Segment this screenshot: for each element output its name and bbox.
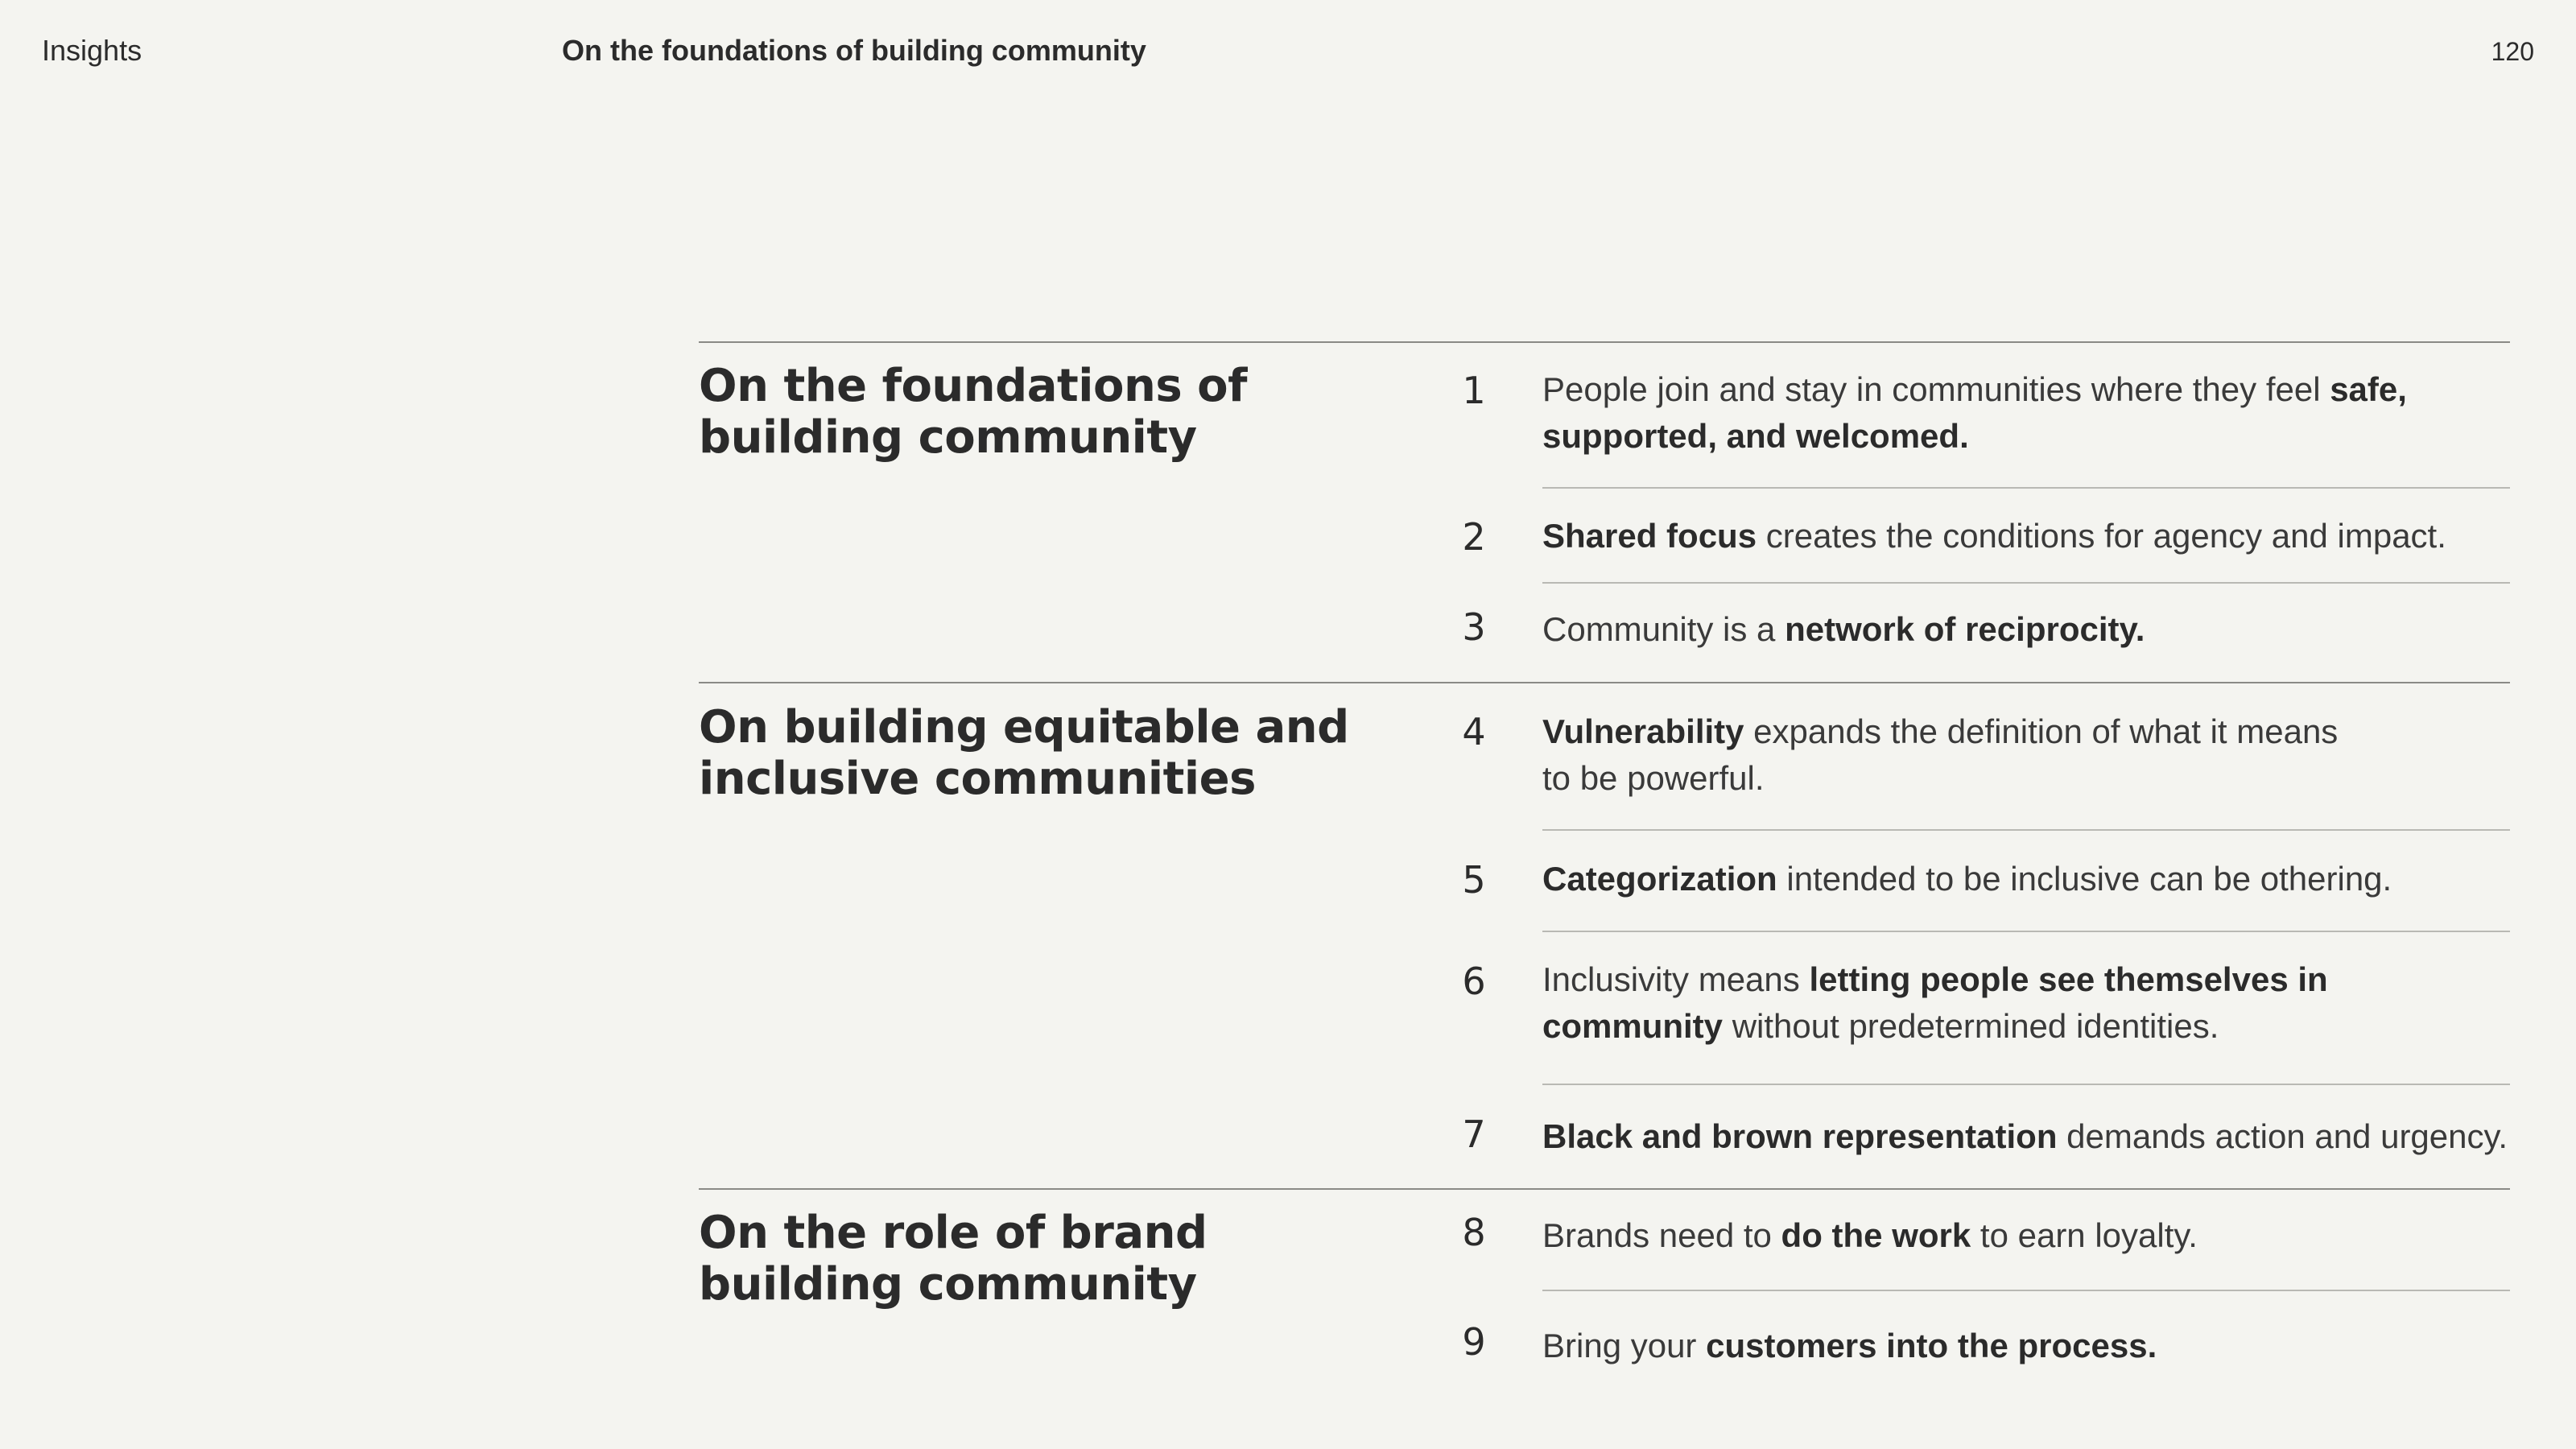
emphasis-text: letting people see themselves in community bbox=[1542, 960, 2328, 1045]
item-number-9: 9 bbox=[1462, 1320, 1486, 1364]
emphasis-text: Categorization bbox=[1542, 860, 1777, 898]
body-text: creates the conditions for agency and impact. bbox=[1757, 517, 2446, 555]
section-title-foundations: On the foundations of building community bbox=[699, 360, 1247, 464]
section-title-equitable-inclusive: On building equitable and inclusive communities bbox=[699, 701, 1349, 805]
section-divider bbox=[699, 341, 2510, 343]
body-text: without predetermined identities. bbox=[1723, 1007, 2219, 1045]
body-text: to earn loyalty. bbox=[1971, 1216, 2198, 1254]
item-divider bbox=[1542, 1290, 2510, 1291]
body-text: Bring your bbox=[1542, 1327, 1707, 1364]
emphasis-text: Shared focus bbox=[1542, 517, 1757, 555]
emphasis-text: customers into the process. bbox=[1706, 1327, 2157, 1364]
emphasis-text: network of reciprocity. bbox=[1785, 610, 2145, 648]
page-number: 120 bbox=[2491, 37, 2534, 66]
insight-text-8 bbox=[1542, 1212, 2508, 1259]
insight-text-9 bbox=[1542, 1323, 2508, 1369]
emphasis-text: safe, bbox=[2330, 370, 2407, 408]
insight-text-7 bbox=[1542, 1113, 2508, 1160]
item-number-3: 3 bbox=[1462, 605, 1486, 649]
body-text: intended to be inclusive can be othering. bbox=[1777, 860, 2392, 898]
emphasis-text: Vulnerability bbox=[1542, 712, 1744, 750]
header-section-label: Insights bbox=[42, 34, 142, 67]
insight-text-3 bbox=[1542, 606, 2508, 653]
section-divider bbox=[699, 1188, 2510, 1190]
item-number-7: 7 bbox=[1462, 1113, 1486, 1156]
item-number-8: 8 bbox=[1462, 1211, 1486, 1254]
item-divider bbox=[1542, 829, 2510, 831]
item-divider bbox=[1542, 487, 2510, 489]
insight-text-5 bbox=[1542, 856, 2508, 902]
item-number-4: 4 bbox=[1462, 710, 1486, 753]
body-text: expands the definition of what it means to be powerful. bbox=[1542, 712, 2339, 797]
body-text: Community is a bbox=[1542, 610, 1785, 648]
body-text: Brands need to bbox=[1542, 1216, 1781, 1254]
item-divider bbox=[1542, 931, 2510, 932]
item-divider bbox=[1542, 1084, 2510, 1085]
insight-text-6 bbox=[1542, 956, 2380, 1050]
body-text: Inclusivity means bbox=[1542, 960, 1810, 998]
insight-text-2 bbox=[1542, 513, 2508, 559]
insight-text-4 bbox=[1542, 708, 2363, 802]
body-text: People join and stay in communities where they feel bbox=[1542, 370, 2330, 408]
body-text: demands action and urgency. bbox=[2057, 1117, 2508, 1155]
insight-text-1 bbox=[1542, 366, 2460, 460]
emphasis-text: Black and brown representation bbox=[1542, 1117, 2058, 1155]
item-number-6: 6 bbox=[1462, 960, 1486, 1003]
item-divider bbox=[1542, 582, 2510, 584]
section-title-brand-role: On the role of brand building community bbox=[699, 1207, 1208, 1311]
item-number-2: 2 bbox=[1462, 515, 1486, 559]
emphasis-text: do the work bbox=[1781, 1216, 1971, 1254]
section-divider bbox=[699, 682, 2510, 683]
item-number-5: 5 bbox=[1462, 858, 1486, 902]
header-title: On the foundations of building community bbox=[562, 34, 1146, 67]
item-number-1: 1 bbox=[1462, 369, 1486, 412]
emphasis-text: supported, and welcomed. bbox=[1542, 417, 1969, 455]
